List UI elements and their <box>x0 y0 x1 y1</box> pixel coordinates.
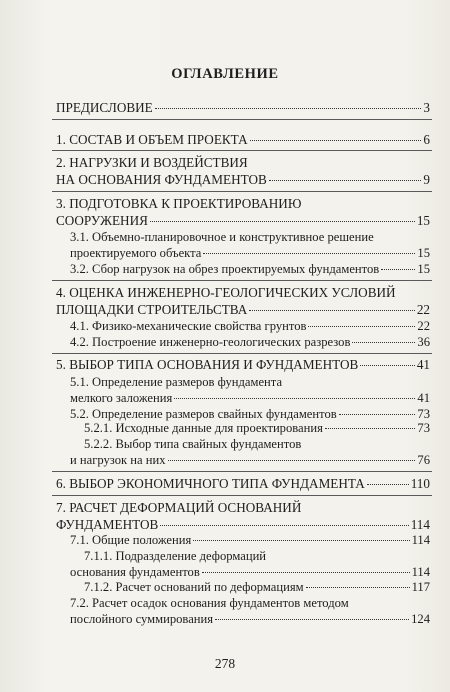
toc-entry-page: 9 <box>423 172 430 187</box>
toc-entry-page: 15 <box>417 262 430 276</box>
toc-entry-3-2[interactable] <box>70 262 430 277</box>
toc-title: ОГЛАВЛЕНИЕ <box>171 66 279 82</box>
toc-entry-page: 110 <box>410 476 430 491</box>
dot-leader <box>160 524 408 526</box>
toc-entry-text: мелкого заложения <box>70 391 173 405</box>
grid-rule <box>52 280 432 281</box>
dot-leader <box>339 413 416 415</box>
toc-entry-text: проектируемого объекта <box>70 246 202 260</box>
toc-entry-text: ПЛОЩАДКИ СТРОИТЕЛЬСТВА <box>56 302 248 317</box>
toc-entry-text: 7.1. Общие положения <box>70 533 192 547</box>
toc-entry-text: и нагрузок на них <box>70 453 166 467</box>
toc-entry-4[interactable] <box>56 302 430 317</box>
page-number: 278 <box>214 656 236 671</box>
toc-entry-5[interactable] <box>56 357 430 372</box>
dot-leader <box>250 139 422 141</box>
toc-entry-text: 4.2. Построение инженерно-геологических разрезов <box>70 335 351 349</box>
toc-entry-page: 22 <box>416 302 430 317</box>
toc-entry-3-line1[interactable]: 3. ПОДГОТОВКА К ПРОЕКТИРОВАНИЮ <box>56 196 302 211</box>
toc-entry-text: 5.2.1. Исходные данные для проектирования <box>84 421 323 435</box>
toc-entry-preface[interactable] <box>56 100 430 115</box>
toc-entry-page: 3 <box>423 100 430 115</box>
toc-entry-7-1[interactable] <box>70 533 430 548</box>
toc-entry-page: 76 <box>417 453 430 467</box>
toc-entry-page: 22 <box>417 319 430 333</box>
toc-entry-text: СООРУЖЕНИЯ <box>56 213 148 228</box>
dot-leader <box>269 179 422 181</box>
toc-entry-7-1-1-line1[interactable]: 7.1.1. Подразделение деформаций <box>84 549 267 563</box>
dot-leader <box>308 325 415 327</box>
toc-entry-page: 6 <box>423 132 430 147</box>
toc-entry-text: ПРЕДИСЛОВИЕ <box>56 100 153 115</box>
toc-entry-page: 73 <box>417 407 430 421</box>
toc-entry-7-2[interactable] <box>70 612 430 627</box>
dot-leader <box>306 586 410 588</box>
toc-entry-text: НА ОСНОВАНИЯ ФУНДАМЕНТОВ <box>56 172 267 187</box>
toc-entry-text: основания фундаментов <box>70 565 200 579</box>
dot-leader <box>193 539 409 541</box>
dot-leader <box>155 107 422 109</box>
toc-entry-text: 1. СОСТАВ И ОБЪЕМ ПРОЕКТА <box>56 132 248 147</box>
dot-leader <box>215 618 409 620</box>
dot-leader <box>202 571 410 573</box>
grid-rule <box>52 119 432 120</box>
toc-entry-4-1[interactable] <box>70 319 430 334</box>
toc-entry-page: 114 <box>411 533 430 547</box>
toc-entry-page: 36 <box>417 335 430 349</box>
toc-entry-5-1-line1[interactable]: 5.1. Определение размеров фундамента <box>70 375 283 389</box>
toc-entry-6[interactable] <box>56 476 430 491</box>
toc-entry-2-line1[interactable]: 2. НАГРУЗКИ И ВОЗДЕЙСТВИЯ <box>56 155 248 170</box>
dot-leader <box>174 397 415 399</box>
toc-entry-text: 5. ВЫБОР ТИПА ОСНОВАНИЯ И ФУНДАМЕНТОВ <box>56 357 359 372</box>
toc-entry-7-1-1[interactable] <box>70 565 430 580</box>
toc-entry-5-1[interactable] <box>70 391 430 406</box>
dot-leader <box>150 220 415 222</box>
dot-leader <box>325 427 415 429</box>
grid-rule <box>52 191 432 192</box>
grid-rule <box>52 471 432 472</box>
toc-entry-text: 6. ВЫБОР ЭКОНОМИЧНОГО ТИПА ФУНДАМЕНТА <box>56 476 365 491</box>
toc-entry-page: 117 <box>411 580 430 594</box>
toc-entry-3-1-line1[interactable]: 3.1. Объемно-планировочное и конструктивное решение <box>70 230 374 244</box>
dot-leader <box>249 309 415 311</box>
toc-entry-2[interactable] <box>56 172 430 187</box>
toc-entry-3-1[interactable] <box>70 246 430 261</box>
toc-entry-page: 73 <box>417 421 430 435</box>
toc-entry-page: 15 <box>416 213 430 228</box>
grid-rule <box>52 150 432 151</box>
toc-entry-text: ФУНДАМЕНТОВ <box>56 517 159 532</box>
dot-leader <box>352 341 415 343</box>
dot-leader <box>203 252 415 254</box>
toc-entry-5-2[interactable] <box>70 407 430 422</box>
toc-entry-page: 124 <box>411 612 430 626</box>
toc-entry-7-line1[interactable]: 7. РАСЧЕТ ДЕФОРМАЦИЙ ОСНОВАНИЙ <box>56 500 302 515</box>
toc-entry-text: 4.1. Физико-механические свойства грунтов <box>70 319 307 333</box>
toc-entry-7-1-2[interactable] <box>84 580 430 595</box>
grid-rule <box>52 353 432 354</box>
toc-entry-page: 15 <box>417 246 430 260</box>
dot-leader <box>360 364 414 366</box>
toc-entry-text: 3.2. Сбор нагрузок на обрез проектируемых фундаментов <box>70 262 380 276</box>
toc-entry-5-2-1[interactable] <box>84 421 430 436</box>
toc-entry-5-2-2[interactable] <box>70 453 430 468</box>
toc-entry-7[interactable] <box>56 517 430 532</box>
dot-leader <box>381 268 415 270</box>
toc-entry-7-2-line1[interactable]: 7.2. Расчет осадок основания фундаментов методом <box>70 596 349 610</box>
toc-entry-1[interactable] <box>56 132 430 147</box>
grid-rule <box>52 495 432 496</box>
dot-leader <box>367 483 409 485</box>
toc-entry-page: 114 <box>411 565 430 579</box>
toc-entry-3[interactable] <box>56 213 430 228</box>
toc-entry-text: 5.2. Определение размеров свайных фундаментов <box>70 407 337 421</box>
toc-entry-page: 41 <box>416 357 430 372</box>
dot-leader <box>168 459 416 461</box>
toc-entry-page: 114 <box>410 517 430 532</box>
toc-entry-text: 7.1.2. Расчет оснований по деформациям <box>84 580 304 594</box>
toc-entry-5-2-2-line1[interactable]: 5.2.2. Выбор типа свайных фундаментов <box>84 437 302 451</box>
toc-entry-4-2[interactable] <box>70 335 430 350</box>
toc-entry-text: послойного суммирования <box>70 612 214 626</box>
toc-entry-page: 41 <box>417 391 430 405</box>
toc-entry-4-line1[interactable]: 4. ОЦЕНКА ИНЖЕНЕРНО-ГЕОЛОГИЧЕСКИХ УСЛОВИЙ <box>56 285 396 300</box>
